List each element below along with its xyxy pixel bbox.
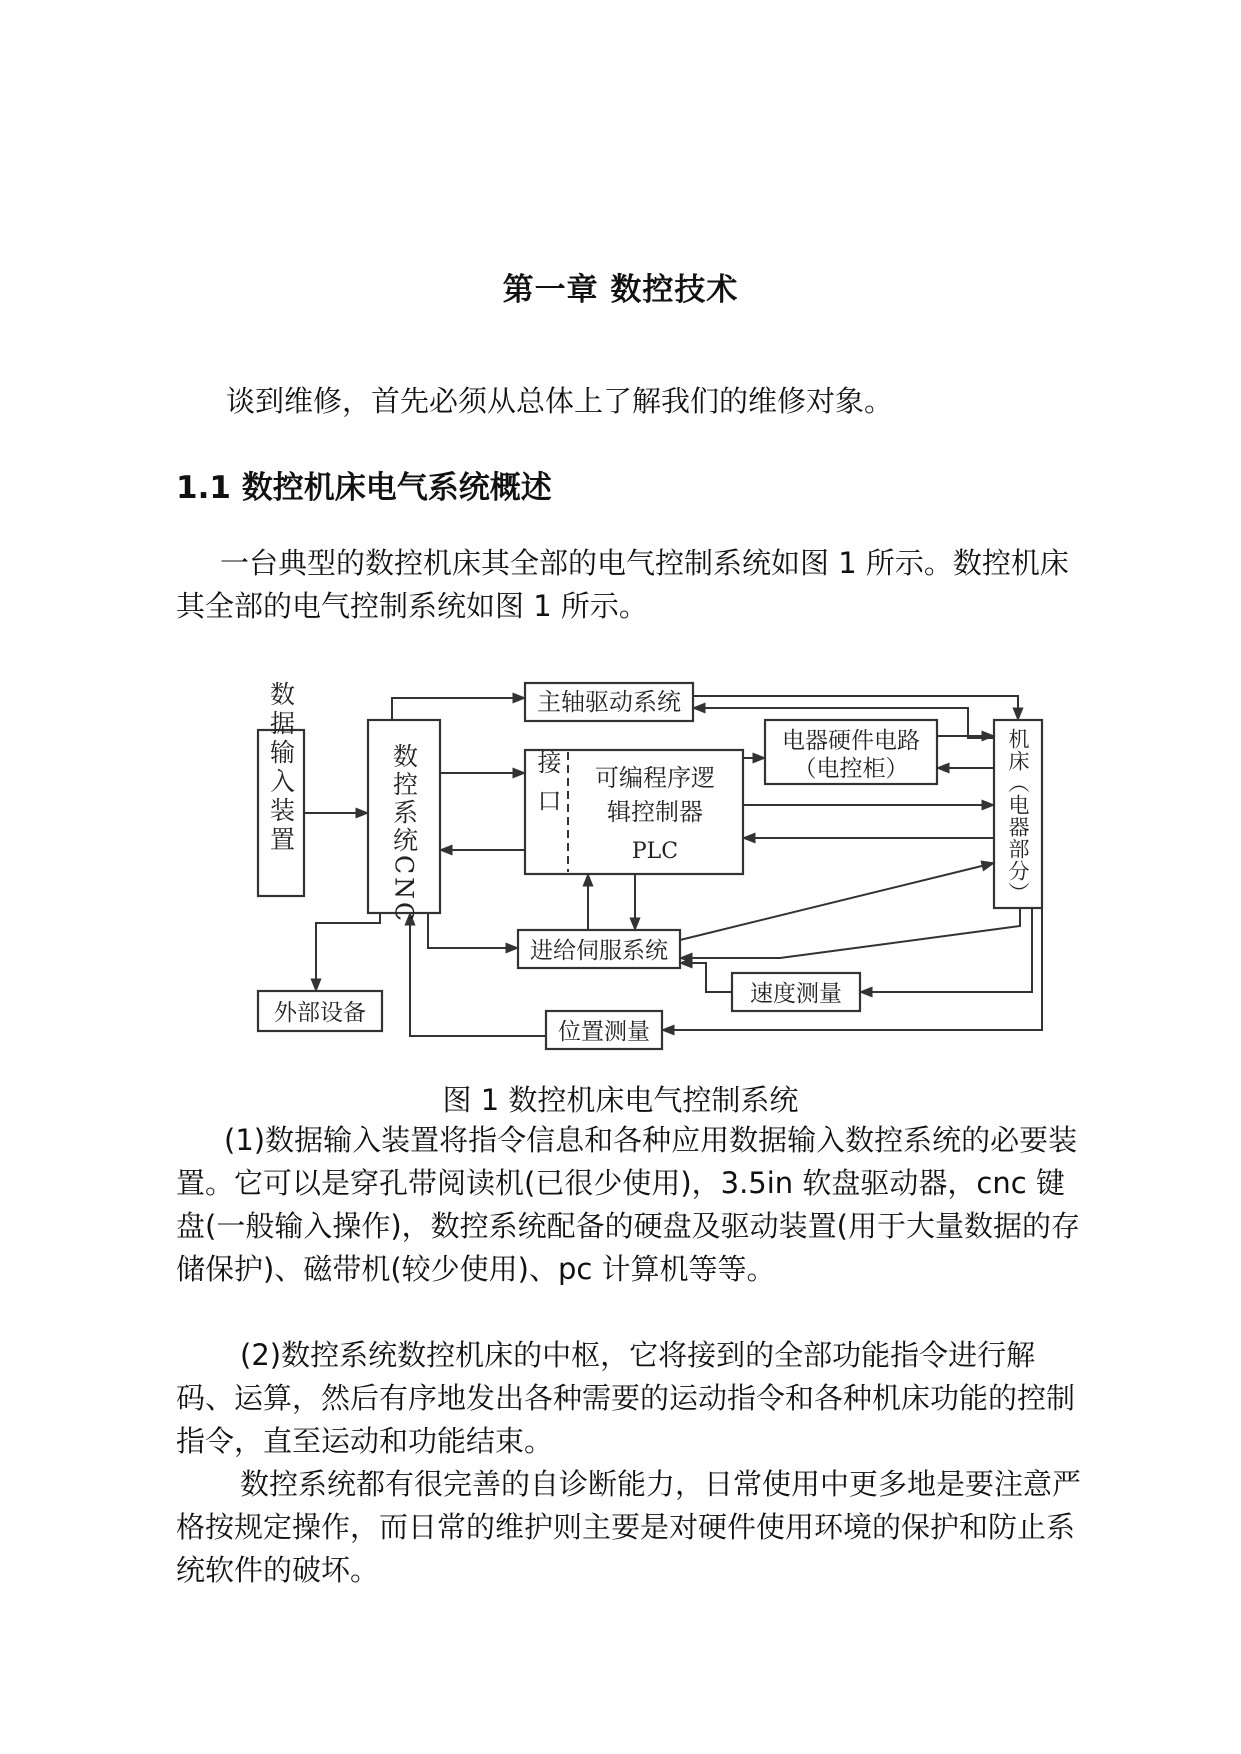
servo-label: 进给伺服系统 [530, 938, 668, 964]
machine-label: 机床（电器部分） [1006, 728, 1030, 904]
cnc-to-spindle-arrow [392, 698, 525, 720]
position-to-cnc-arrow [410, 913, 546, 1036]
position-label: 位置测量 [558, 1019, 650, 1045]
plc-label-line2: 辑控制器 [607, 798, 703, 826]
figure-caption: 图 1 数控机床电气控制系统 [442, 1083, 799, 1117]
plc-label-line1: 可编程序逻 [595, 764, 715, 792]
cabinet-label-line2: （电控柜） [793, 756, 909, 782]
machine-to-servo-arrow [680, 908, 1020, 958]
data-input-label: 数据输入装置 [266, 681, 296, 855]
spindle-label: 主轴驱动系统 [537, 688, 681, 716]
chapter-title: 第一章 数控技术 [502, 272, 739, 308]
intro-paragraph: 谈到维修，首先必须从总体上了解我们的维修对象。 [226, 384, 894, 418]
speed-to-servo-arrow [680, 963, 732, 992]
cnc-to-external-arrow [316, 913, 380, 991]
external-label: 外部设备 [274, 1000, 366, 1026]
speed-label: 速度测量 [750, 981, 842, 1007]
cnc-to-servo-arrow [428, 913, 518, 948]
plc-label-line3: PLC [631, 839, 679, 864]
machine-to-speed-arrow [860, 908, 1032, 992]
interface-label: 接口 [533, 750, 561, 826]
control-system-diagram [250, 668, 1050, 1073]
paragraph-data-input: (1)数据输入装置将指令信息和各种应用数据输入数控系统的必要装置。它可以是穿孔带阅读机(已很少使用)，3.5in 软盘驱动器，cnc 键盘(一般输入操作)，数控系统配备的硬盘及驱动装置(用于大量数据的存储保护)、磁带机(较少使用)、pc 计算机等等。 [176, 1123, 1080, 1286]
section-heading: 1.1 数控机床电气系统概述 [176, 470, 552, 506]
section-paragraph: 一台典型的数控机床其全部的电气控制系统如图 1 所示。数控机床其全部的电气控制系统如图 1 所示。 [176, 546, 1069, 623]
paragraph-self-diagnosis: 数控系统都有很完善的自诊断能力，日常使用中更多地是要注意严格按规定操作，而日常的维护则主要是对硬件使用环境的保护和防止系统软件的破坏。 [176, 1467, 1082, 1587]
cnc-label: 数控系统CNC [389, 743, 419, 925]
paragraph-cnc-system: (2)数控系统数控机床的中枢，它将接到的全部功能指令进行解码、运算，然后有序地发出各种需要的运动指令和各种机床功能的控制指令，直至运动和功能结束。 [176, 1338, 1076, 1458]
cabinet-label-line1: 电器硬件电路 [782, 728, 920, 754]
